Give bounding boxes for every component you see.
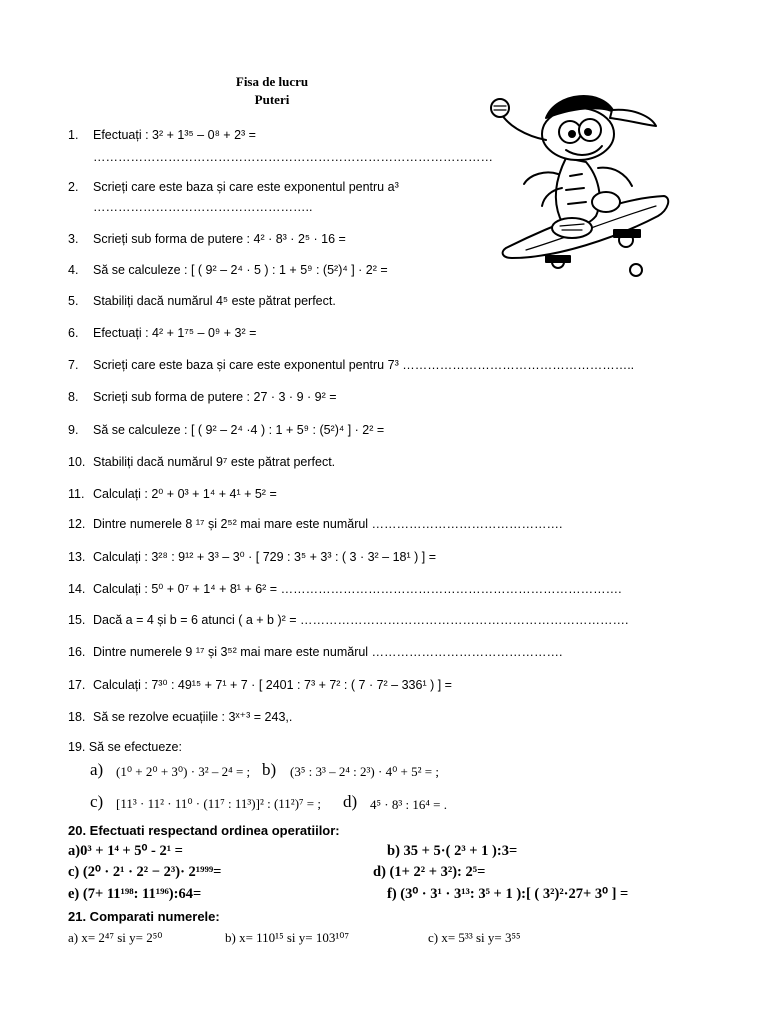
- item-text: Dintre numerele 9 ¹⁷ și 3⁵² mai mare este numărul ……………………………………….: [93, 645, 563, 659]
- exercise-13: [68, 549, 436, 564]
- exercise-9: [68, 423, 384, 437]
- exercise-19d-letter: d): [343, 792, 358, 811]
- exercise-21a: a) x= 2⁴⁷ si y= 2⁵⁰: [68, 930, 163, 945]
- exercise-7: [68, 358, 634, 372]
- exercise-3: [68, 232, 346, 246]
- exercise-20-label: 20. Efectuati respectand ordinea operatiilor:: [68, 823, 340, 838]
- item-number: 15.: [68, 613, 86, 627]
- item-text: Calculați : 3²⁸ : 9¹² + 3³ – 3⁰ · [ 729 : 3⁵ + 3³ : ( 3 · 3² – 18¹ ) ] =: [93, 550, 437, 564]
- item-text: Stabiliți dacă numărul 4⁵ este pătrat perfect.: [93, 294, 336, 308]
- exercise-10: [68, 455, 335, 469]
- item-text: Scrieți care este baza și care este exponentul pentru a³: [93, 180, 399, 194]
- exercise-5: [68, 294, 336, 308]
- exercise-19a-letter: a): [90, 760, 104, 779]
- item-text: Stabiliți dacă numărul 9⁷ este pătrat perfect.: [93, 455, 336, 469]
- item-text: Calculați : 7³⁰ : 49¹⁵ + 7¹ + 7 · [ 2401 : 7³ + 7² : ( 7 · 7² – 336¹ ) ] =: [93, 678, 452, 692]
- item-number: 1.: [68, 128, 79, 142]
- exercise-20a: a)0³ + 1⁴ + 5⁰ - 2¹ =: [68, 843, 183, 859]
- exercise-21b: b) x= 110¹⁵ si y= 103¹⁰⁷: [225, 930, 350, 945]
- exercise-21c: c) x= 5³³ si y= 3⁵⁵: [428, 930, 521, 945]
- exercise-12: [68, 517, 563, 531]
- item-text: Scrieți care este baza și care este exponentul pentru 7³ ………………………………………………..: [93, 358, 635, 372]
- exercise-2: [68, 180, 399, 194]
- item-number: 2.: [68, 180, 79, 194]
- exercise-20e: e) (7+ 11¹⁹⁸: 11¹⁹⁶):64=: [68, 886, 202, 902]
- item-text: Efectuați : 4² + 1⁷⁵ – 0⁹ + 3² =: [93, 326, 257, 340]
- item-text: Dintre numerele 8 ¹⁷ și 2⁵² mai mare este numărul ……………………………………….: [93, 517, 563, 531]
- exercise-4: [68, 263, 388, 277]
- exercise-21-label: 21. Comparati numerele:: [68, 909, 220, 924]
- item-text: Să se calculeze : [ ( 9² – 2⁴ ·4 ) : 1 + 5⁹ : (5²)⁴ ] · 2² =: [93, 423, 385, 437]
- item-number: 8.: [68, 390, 79, 404]
- exercise-19-label: 19. Să se efectueze:: [68, 740, 182, 754]
- exercise-19b-letter: b): [262, 760, 277, 779]
- exercise-18: [68, 709, 292, 724]
- exercise-1: [68, 128, 256, 142]
- item-number: 7.: [68, 358, 79, 372]
- exercise-19d-expression: 4⁵ · 8³ : 16⁴ = .: [370, 797, 447, 812]
- item-number: 10.: [68, 455, 86, 469]
- exercise-19c-expression: [11³ · 11² · 11⁰ · (11⁷ : 11³)]² : (11²)⁷ = ;: [116, 796, 321, 811]
- exercise-19c-letter: c): [90, 792, 104, 811]
- exercise-19a-expression: (1⁰ + 2⁰ + 3⁰) · 3² – 2⁴ = ;: [116, 764, 251, 779]
- answer-line-2: ……………………………………………..: [93, 200, 313, 214]
- exercise-20b: b) 35 + 5·( 2³ + 1 ):3=: [387, 843, 518, 859]
- exercise-17: [68, 677, 452, 692]
- exercise-20c: c) (2⁰ · 2¹ · 2² − 2³)· 2¹⁹⁹⁹=: [68, 864, 222, 880]
- item-text: Să se rezolve ecuațiile : 3ˣ⁺³ = 243,.: [93, 710, 293, 724]
- item-text: Efectuați : 3² + 1³⁵ – 0⁸ + 2³ =: [93, 128, 256, 142]
- item-number: 4.: [68, 263, 79, 277]
- item-text: Scrieți sub forma de putere : 4² · 8³ · 2⁵ · 16 =: [93, 232, 346, 246]
- exercise-6: [68, 326, 256, 340]
- worksheet-title: Fisa de lucru: [235, 74, 309, 89]
- item-number: 18.: [68, 710, 86, 724]
- exercise-20f: f) (3⁰ · 3¹ · 3¹³: 3⁵ + 1 ):[ ( 3²)²·27+ 3⁰ ] =: [387, 886, 629, 902]
- item-number: 12.: [68, 517, 86, 531]
- exercise-20d: d) (1+ 2² + 3²): 2⁵=: [373, 864, 486, 880]
- item-number: 17.: [68, 678, 86, 692]
- exercise-19b-expression: (3⁵ : 3³ – 2⁴ : 2³) · 4⁰ + 5² = ;: [290, 764, 439, 779]
- item-number: 14.: [68, 582, 86, 596]
- item-number: 5.: [68, 294, 79, 308]
- skateboarding-cat-illustration: [486, 78, 672, 290]
- item-text: Calculați : 2⁰ + 0³ + 1⁴ + 4¹ + 5² =: [93, 487, 277, 501]
- answer-line-1: ……………………………………………………………………………………: [93, 150, 493, 164]
- item-number: 11.: [68, 487, 85, 501]
- item-number: 16.: [68, 645, 86, 659]
- exercise-14: [68, 581, 622, 596]
- item-number: 13.: [68, 550, 86, 564]
- item-number: 3.: [68, 232, 79, 246]
- item-number: 9.: [68, 423, 79, 437]
- item-text: Dacă a = 4 și b = 6 atunci ( a + b )² = …………………………………………………………………….: [93, 613, 629, 627]
- exercise-11: [68, 486, 277, 501]
- item-text: Să se calculeze : [ ( 9² – 2⁴ · 5 ) : 1 + 5⁹ : (5²)⁴ ] · 2² =: [93, 263, 388, 277]
- item-text: Scrieți sub forma de putere : 27 · 3 · 9 · 9² =: [93, 390, 337, 404]
- exercise-15: [68, 613, 629, 627]
- item-number: 6.: [68, 326, 79, 340]
- exercise-16: [68, 645, 563, 659]
- exercise-8: [68, 390, 337, 404]
- item-text: Calculați : 5⁰ + 0⁷ + 1⁴ + 8¹ + 6² = ……………………………………………………………………….: [93, 582, 622, 596]
- worksheet-subtitle: Puteri: [254, 92, 290, 107]
